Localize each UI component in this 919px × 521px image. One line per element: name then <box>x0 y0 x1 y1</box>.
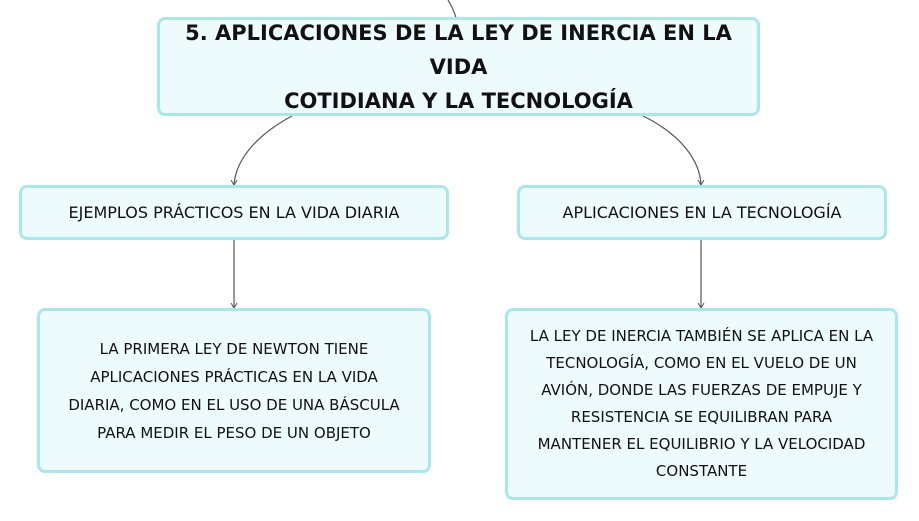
detail-text-daily-life <box>68 335 399 447</box>
root-topic-node[interactable] <box>157 17 760 116</box>
detail-line: CONSTANTE <box>655 462 748 480</box>
detail-line: AVIÓN, DONDE LAS FUERZAS DE EMPUJE Y <box>541 381 862 399</box>
detail-line: DIARIA, COMO EN EL USO DE UNA BÁSCULA <box>68 395 400 414</box>
detail-node-technology[interactable] <box>505 308 898 500</box>
detail-line: RESISTENCIA SE EQUILIBRAN PARA <box>570 408 833 426</box>
branch-label-technology: APLICACIONES EN LA TECNOLOGÍA <box>562 203 842 222</box>
detail-node-daily-life[interactable] <box>37 308 431 473</box>
detail-line: PARA MEDIR EL PESO DE UN OBJETO <box>97 423 371 442</box>
detail-text-technology <box>530 323 873 485</box>
detail-line: MANTENER EL EQUILIBRIO Y LA VELOCIDAD <box>537 435 866 453</box>
detail-line: TECNOLOGÍA, COMO EN EL VUELO DE UN <box>546 354 857 372</box>
branch-node-daily-life[interactable] <box>19 185 449 240</box>
detail-line: APLICACIONES PRÁCTICAS EN LA VIDA <box>90 367 378 386</box>
root-topic-text <box>170 16 747 118</box>
root-topic-line-2: COTIDIANA Y LA TECNOLOGÍA <box>284 88 633 113</box>
connector-root-to-left-branch <box>234 116 292 185</box>
branch-node-technology[interactable] <box>517 185 887 240</box>
detail-line: LA LEY DE INERCIA TAMBIÉN SE APLICA EN LA <box>529 327 874 345</box>
branch-label-daily-life: EJEMPLOS PRÁCTICOS EN LA VIDA DIARIA <box>68 203 400 222</box>
connector-root-to-right-branch <box>643 116 701 185</box>
detail-line: LA PRIMERA LEY DE NEWTON TIENE <box>99 339 369 358</box>
root-topic-line-1: 5. APLICACIONES DE LA LEY DE INERCIA EN LA VIDA <box>185 20 732 79</box>
